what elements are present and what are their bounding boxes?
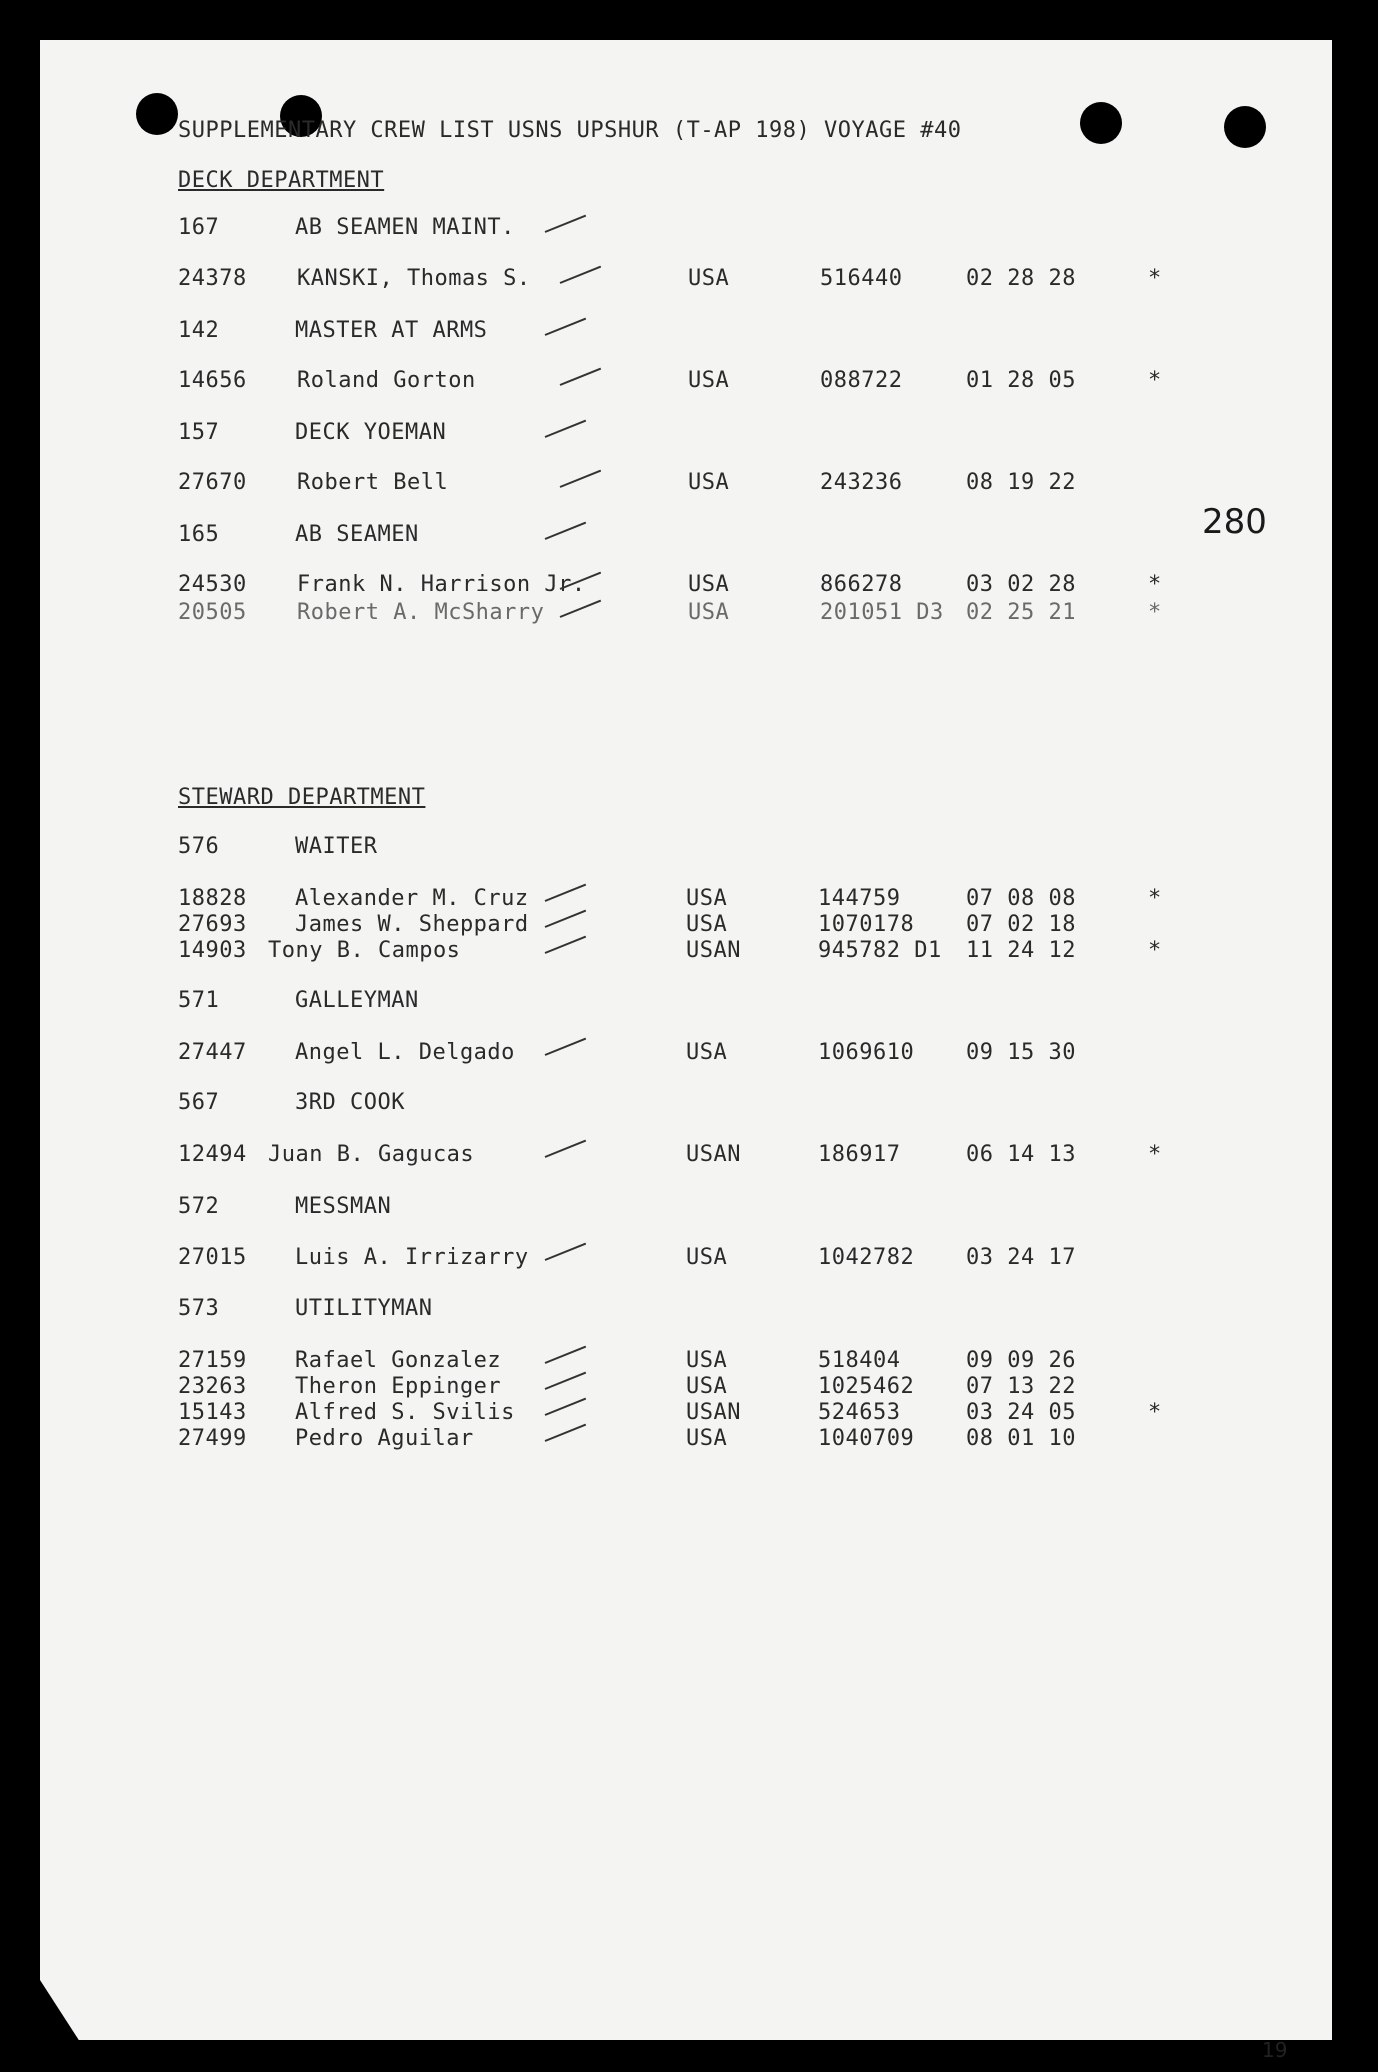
crew-number: 14903	[178, 938, 247, 963]
crew-asterisk: *	[1148, 886, 1162, 911]
crew-document-number: 1069610	[818, 1040, 915, 1065]
crew-document-number: 945782 D1	[818, 938, 942, 963]
crew-asterisk: *	[1148, 1142, 1162, 1167]
rating-code: 572	[178, 1194, 220, 1219]
rating-code: 167	[178, 215, 220, 240]
crew-birth-date: 07 08 08	[966, 886, 1076, 911]
crew-name: James W. Sheppard	[295, 912, 529, 937]
crew-document-number: 1042782	[818, 1245, 915, 1270]
crew-name: Theron Eppinger	[295, 1374, 502, 1399]
crew-birth-date: 07 02 18	[966, 912, 1076, 937]
crew-document-number: 1070178	[818, 912, 915, 937]
crew-birth-date: 02 28 28	[966, 266, 1076, 291]
rating-code: 573	[178, 1296, 220, 1321]
crew-birth-date: 08 19 22	[966, 470, 1076, 495]
crew-name: Pedro Aguilar	[295, 1426, 474, 1451]
crew-document-number: 1040709	[818, 1426, 915, 1451]
rating-code: 142	[178, 318, 220, 343]
rating-title: MESSMAN	[295, 1194, 392, 1219]
crew-birth-date: 08 01 10	[966, 1426, 1076, 1451]
crew-nationality: USAN	[686, 938, 741, 963]
crew-asterisk: *	[1148, 938, 1162, 963]
crew-document-number: 201051 D3	[820, 600, 944, 625]
crew-number: 14656	[178, 368, 247, 393]
crew-number: 27670	[178, 470, 247, 495]
crew-birth-date: 09 09 26	[966, 1348, 1076, 1373]
crew-nationality: USA	[688, 600, 730, 625]
crew-name: Roland Gorton	[297, 368, 476, 393]
crew-nationality: USA	[688, 368, 730, 393]
crew-name: Luis A. Irrizarry	[295, 1245, 529, 1270]
crew-nationality: USA	[688, 266, 730, 291]
crew-asterisk: *	[1148, 572, 1162, 597]
crew-number: 27159	[178, 1348, 247, 1373]
crew-name: Juan B. Gagucas	[268, 1142, 475, 1167]
crew-name: Angel L. Delgado	[295, 1040, 515, 1065]
crew-number: 18828	[178, 886, 247, 911]
crew-birth-date: 01 28 05	[966, 368, 1076, 393]
crew-name: Alfred S. Svilis	[295, 1400, 515, 1425]
crew-document-number: 516440	[820, 266, 903, 291]
crew-number: 27015	[178, 1245, 247, 1270]
section-heading-deck: DECK DEPARTMENT	[178, 168, 385, 193]
punch-hole	[1224, 106, 1266, 148]
page-number: 280	[1202, 502, 1267, 542]
crew-document-number: 243236	[820, 470, 903, 495]
crew-document-number: 866278	[820, 572, 903, 597]
crew-nationality: USA	[686, 912, 728, 937]
crew-number: 12494	[178, 1142, 247, 1167]
crew-birth-date: 03 02 28	[966, 572, 1076, 597]
crew-asterisk: *	[1148, 368, 1162, 393]
crew-name: Rafael Gonzalez	[295, 1348, 502, 1373]
section-heading-steward: STEWARD DEPARTMENT	[178, 785, 426, 810]
punch-hole	[1080, 102, 1122, 144]
crew-document-number: 186917	[818, 1142, 901, 1167]
crew-birth-date: 06 14 13	[966, 1142, 1076, 1167]
rating-code: 165	[178, 522, 220, 547]
rating-title: UTILITYMAN	[295, 1296, 433, 1321]
rating-code: 567	[178, 1090, 220, 1115]
crew-name: KANSKI, Thomas S.	[297, 266, 531, 291]
crew-birth-date: 02 25 21	[966, 600, 1076, 625]
crew-number: 27447	[178, 1040, 247, 1065]
crew-number: 27693	[178, 912, 247, 937]
rating-code: 571	[178, 988, 220, 1013]
crew-birth-date: 11 24 12	[966, 938, 1076, 963]
crew-nationality: USA	[688, 572, 730, 597]
crew-name: Alexander M. Cruz	[295, 886, 529, 911]
crew-number: 24530	[178, 572, 247, 597]
crew-document-number: 518404	[818, 1348, 901, 1373]
crew-nationality: USA	[686, 1374, 728, 1399]
corner-mark: 19	[1262, 2038, 1288, 2062]
rating-title: WAITER	[295, 834, 378, 859]
crew-name: Tony B. Campos	[268, 938, 461, 963]
rating-code: 576	[178, 834, 220, 859]
rating-code: 157	[178, 420, 220, 445]
crew-number: 20505	[178, 600, 247, 625]
crew-name: Robert Bell	[297, 470, 449, 495]
crew-birth-date: 03 24 05	[966, 1400, 1076, 1425]
document-title: SUPPLEMENTARY CREW LIST USNS UPSHUR (T-AP 198) VOYAGE #40	[178, 118, 962, 143]
crew-nationality: USA	[686, 1426, 728, 1451]
crew-nationality: USA	[686, 1040, 728, 1065]
crew-nationality: USA	[686, 886, 728, 911]
rating-title: GALLEYMAN	[295, 988, 419, 1013]
crew-asterisk: *	[1148, 266, 1162, 291]
crew-document-number: 1025462	[818, 1374, 915, 1399]
crew-number: 15143	[178, 1400, 247, 1425]
crew-number: 23263	[178, 1374, 247, 1399]
punch-hole	[136, 93, 178, 135]
crew-asterisk: *	[1148, 1400, 1162, 1425]
crew-nationality: USA	[686, 1245, 728, 1270]
crew-asterisk: *	[1148, 600, 1162, 625]
crew-birth-date: 03 24 17	[966, 1245, 1076, 1270]
crew-birth-date: 09 15 30	[966, 1040, 1076, 1065]
crew-number: 24378	[178, 266, 247, 291]
crew-number: 27499	[178, 1426, 247, 1451]
crew-birth-date: 07 13 22	[966, 1374, 1076, 1399]
crew-document-number: 144759	[818, 886, 901, 911]
crew-nationality: USAN	[686, 1142, 741, 1167]
crew-nationality: USAN	[686, 1400, 741, 1425]
crew-name: Robert A. McSharry	[297, 600, 545, 625]
rating-title: MASTER AT ARMS	[295, 318, 488, 343]
rating-title: 3RD COOK	[295, 1090, 405, 1115]
crew-name: Frank N. Harrison Jr.	[297, 572, 586, 597]
rating-title: DECK YOEMAN	[295, 420, 447, 445]
crew-document-number: 088722	[820, 368, 903, 393]
crew-nationality: USA	[688, 470, 730, 495]
rating-title: AB SEAMEN	[295, 522, 419, 547]
crew-nationality: USA	[686, 1348, 728, 1373]
crew-document-number: 524653	[818, 1400, 901, 1425]
rating-title: AB SEAMEN MAINT.	[295, 215, 515, 240]
